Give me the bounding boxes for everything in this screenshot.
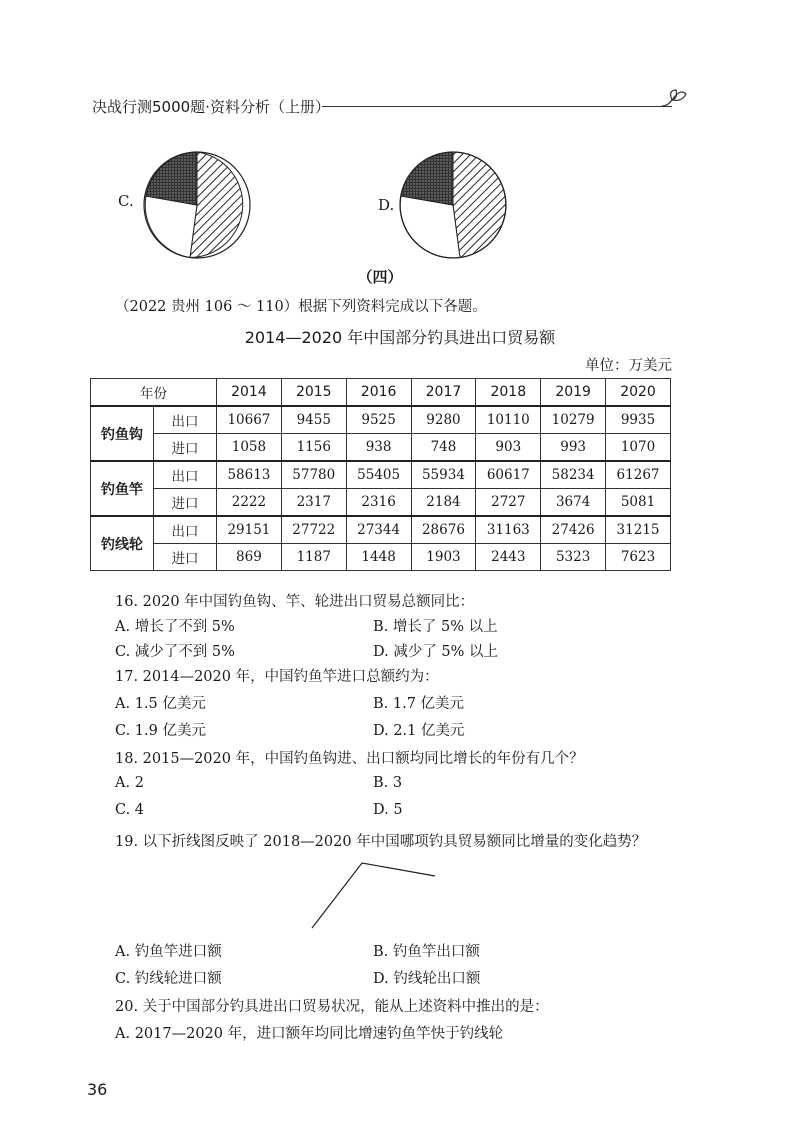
question-20-stem: 20. 关于中国部分钓具进出口贸易状况，能从上述资料中推出的是： (115, 999, 549, 1015)
question-17-option-d: D. 2.1 亿美元 (373, 723, 465, 739)
question-18-option-b: B. 3 (373, 775, 403, 791)
value-cell: 10279 (541, 406, 606, 434)
question-16-stem: 16. 2020 年中国钓鱼钩、竿、轮进出口贸易总额同比： (115, 594, 475, 610)
row-type: 进口 (154, 489, 217, 517)
question-17-stem: 17. 2014—2020 年，中国钓鱼竿进口总额约为： (115, 669, 439, 685)
table-row (91, 406, 671, 434)
group-name: 钓鱼钩 (91, 406, 154, 461)
value-cell: 3674 (541, 489, 606, 517)
value-cell: 7623 (606, 544, 671, 571)
question-16-option-d: D. 减少了 5% 以上 (373, 644, 499, 660)
question-18-option-d: D. 5 (373, 802, 403, 818)
option-d-label: D. (378, 196, 395, 214)
value-cell: 55405 (346, 461, 411, 489)
value-cell: 1187 (281, 544, 346, 571)
value-cell: 27344 (346, 516, 411, 544)
value-cell: 1070 (606, 434, 671, 462)
year-cell: 2018 (476, 379, 541, 407)
value-cell: 29151 (217, 516, 282, 544)
question-18-option-c: C. 4 (115, 802, 145, 818)
row-type: 出口 (154, 461, 217, 489)
value-cell: 9455 (281, 406, 346, 434)
trend-line-figure (300, 858, 450, 933)
value-cell: 27722 (281, 516, 346, 544)
value-cell: 903 (476, 434, 541, 462)
value-cell: 748 (411, 434, 476, 462)
section-number: （四） (357, 268, 403, 286)
value-cell: 2184 (411, 489, 476, 517)
question-19-option-d: D. 钓线轮出口额 (373, 971, 481, 987)
sprout-icon (658, 86, 690, 110)
header-title: 决战行测5000题·资料分析（上册） (92, 98, 330, 116)
row-type: 进口 (154, 434, 217, 462)
question-17-option-a: A. 1.5 亿美元 (115, 696, 206, 712)
table-title: 2014—2020 年中国部分钓具进出口贸易额 (244, 328, 556, 347)
value-cell: 993 (541, 434, 606, 462)
value-cell: 9280 (411, 406, 476, 434)
question-19-stem: 19. 以下折线图反映了 2018—2020 年中国哪项钓具贸易额同比增量的变化趋势？ (115, 834, 647, 850)
table-header-row (91, 379, 671, 407)
question-18-stem: 18. 2015—2020 年，中国钓鱼钩进、出口额均同比增长的年份有几个？ (115, 751, 584, 767)
question-19-option-c: C. 钓线轮进口额 (115, 971, 222, 987)
year-cell: 2016 (346, 379, 411, 407)
value-cell: 1058 (217, 434, 282, 462)
value-cell: 5081 (606, 489, 671, 517)
question-16-option-c: C. 减少了不到 5% (115, 644, 235, 660)
value-cell: 58613 (217, 461, 282, 489)
value-cell: 2317 (281, 489, 346, 517)
year-header: 年份 (91, 379, 217, 407)
table-row (91, 434, 671, 462)
question-17-option-b: B. 1.7 亿美元 (373, 696, 465, 712)
value-cell: 10667 (217, 406, 282, 434)
table-row (91, 544, 671, 571)
question-17-option-c: C. 1.9 亿美元 (115, 723, 206, 739)
value-cell: 2443 (476, 544, 541, 571)
table-row (91, 516, 671, 544)
question-18-option-a: A. 2 (115, 775, 144, 791)
value-cell: 31215 (606, 516, 671, 544)
value-cell: 61267 (606, 461, 671, 489)
group-name: 钓线轮 (91, 516, 154, 571)
value-cell: 2316 (346, 489, 411, 517)
page-number: 36 (87, 1080, 108, 1099)
trade-table (90, 378, 671, 571)
table-row (91, 461, 671, 489)
value-cell: 2222 (217, 489, 282, 517)
value-cell: 60617 (476, 461, 541, 489)
group-name: 钓鱼竿 (91, 461, 154, 516)
value-cell: 9935 (606, 406, 671, 434)
question-19-option-a: A. 钓鱼竿进口额 (115, 944, 222, 960)
year-cell: 2015 (281, 379, 346, 407)
year-cell: 2014 (217, 379, 282, 407)
row-type: 出口 (154, 406, 217, 434)
question-16-option-a: A. 增长了不到 5% (115, 619, 235, 635)
value-cell: 55934 (411, 461, 476, 489)
value-cell: 58234 (541, 461, 606, 489)
value-cell: 869 (217, 544, 282, 571)
table-unit: 单位：万美元 (585, 358, 672, 374)
value-cell: 27426 (541, 516, 606, 544)
value-cell: 938 (346, 434, 411, 462)
question-16-option-b: B. 增长了 5% 以上 (373, 619, 498, 635)
year-cell: 2017 (411, 379, 476, 407)
row-type: 进口 (154, 544, 217, 571)
value-cell: 28676 (411, 516, 476, 544)
pie-chart-c (142, 150, 252, 260)
value-cell: 1156 (281, 434, 346, 462)
question-19-option-b: B. 钓鱼竿出口额 (373, 944, 480, 960)
value-cell: 9525 (346, 406, 411, 434)
table-row (91, 489, 671, 517)
value-cell: 10110 (476, 406, 541, 434)
value-cell: 1448 (346, 544, 411, 571)
question-20-option-a: A. 2017—2020 年，进口额年均同比增速钓鱼竿快于钓线轮 (115, 1026, 504, 1042)
intro-text: （2022 贵州 106 ～ 110）根据下列资料完成以下各题。 (115, 299, 487, 315)
year-cell: 2020 (606, 379, 671, 407)
row-type: 出口 (154, 516, 217, 544)
value-cell: 1903 (411, 544, 476, 571)
value-cell: 57780 (281, 461, 346, 489)
year-cell: 2019 (541, 379, 606, 407)
value-cell: 31163 (476, 516, 541, 544)
value-cell: 5323 (541, 544, 606, 571)
header-rule (322, 106, 672, 107)
pie-chart-d (398, 150, 508, 260)
option-c-label: C. (118, 192, 134, 210)
value-cell: 2727 (476, 489, 541, 517)
